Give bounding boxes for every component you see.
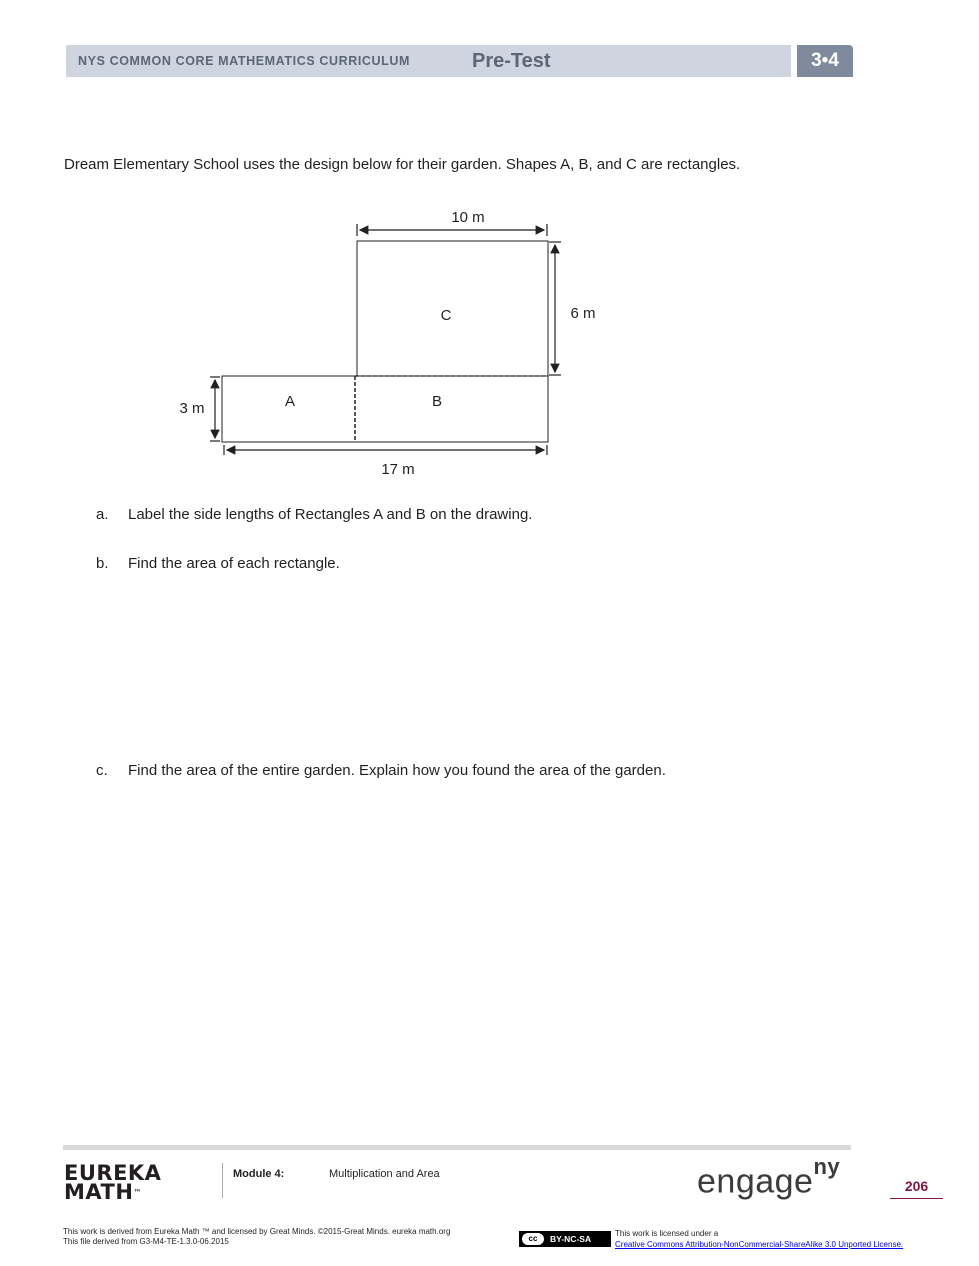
eureka-math-logo: [64, 1161, 162, 1204]
question-text: Find the area of each rectangle.: [128, 555, 340, 572]
label-b: B: [431, 393, 443, 410]
footer-divider: [222, 1163, 223, 1198]
rectangle-c: [357, 241, 548, 376]
right-height-label: 6 m: [570, 305, 596, 322]
question-text: Find the area of the entire garden. Explain how you found the area of the garden.: [128, 762, 666, 779]
cc-icon: cc: [522, 1233, 544, 1245]
derived-line-2: This file derived from G3-M4-TE-1.3.0-06.2015: [63, 1237, 229, 1246]
engage-brand: engage: [697, 1162, 814, 1201]
bottom-width-label: 17 m: [381, 461, 415, 478]
logo-line-2-wrap: [64, 1180, 161, 1204]
cc-license-badge[interactable]: [519, 1231, 611, 1247]
derived-line-1: This work is derived from Eureka Math ™ and licensed by Great Minds. ©2015-Great Minds. eureka math.org: [63, 1227, 451, 1236]
page-title: Pre-Test: [472, 50, 551, 72]
garden-diagram: [170, 200, 630, 485]
logo-line-2: MATH: [64, 1180, 134, 1204]
question-text: Label the side lengths of Rectangles A and B on the drawing.: [128, 506, 533, 523]
derived-notice: [63, 1227, 450, 1247]
problem-intro: Dream Elementary School uses the design below for their garden. Shapes A, B, and C are rectangles.: [64, 156, 741, 173]
module-label: Module 4:: [233, 1168, 285, 1180]
footer-rule: [63, 1145, 851, 1150]
license-notice: [615, 1228, 903, 1250]
engage-sup: ny: [813, 1154, 841, 1179]
page-number: 206: [890, 1178, 943, 1199]
grade-module-badge: 3•4: [797, 45, 853, 77]
module-name: Multiplication and Area: [329, 1168, 440, 1180]
top-width-label: 10 m: [451, 209, 485, 226]
rectangle-a-b-outline: [222, 376, 548, 442]
question-letter: c.: [96, 762, 108, 779]
license-link[interactable]: Creative Commons Attribution-NonCommercial-ShareAlike 3.0 Unported License.: [615, 1240, 904, 1249]
label-a: A: [284, 393, 296, 410]
engageny-logo: [697, 1154, 841, 1201]
label-c: C: [440, 307, 452, 324]
logo-tm: ™: [133, 1188, 142, 1197]
curriculum-title: NYS COMMON CORE MATHEMATICS CURRICULUM: [78, 54, 411, 68]
cc-badge-text: BY-NC-SA: [550, 1234, 592, 1244]
question-letter: b.: [96, 555, 109, 572]
question-letter: a.: [96, 506, 109, 523]
left-height-label: 3 m: [179, 400, 205, 417]
logo-line-1: EUREKA: [64, 1161, 162, 1185]
license-intro: This work is licensed under a: [615, 1229, 719, 1238]
